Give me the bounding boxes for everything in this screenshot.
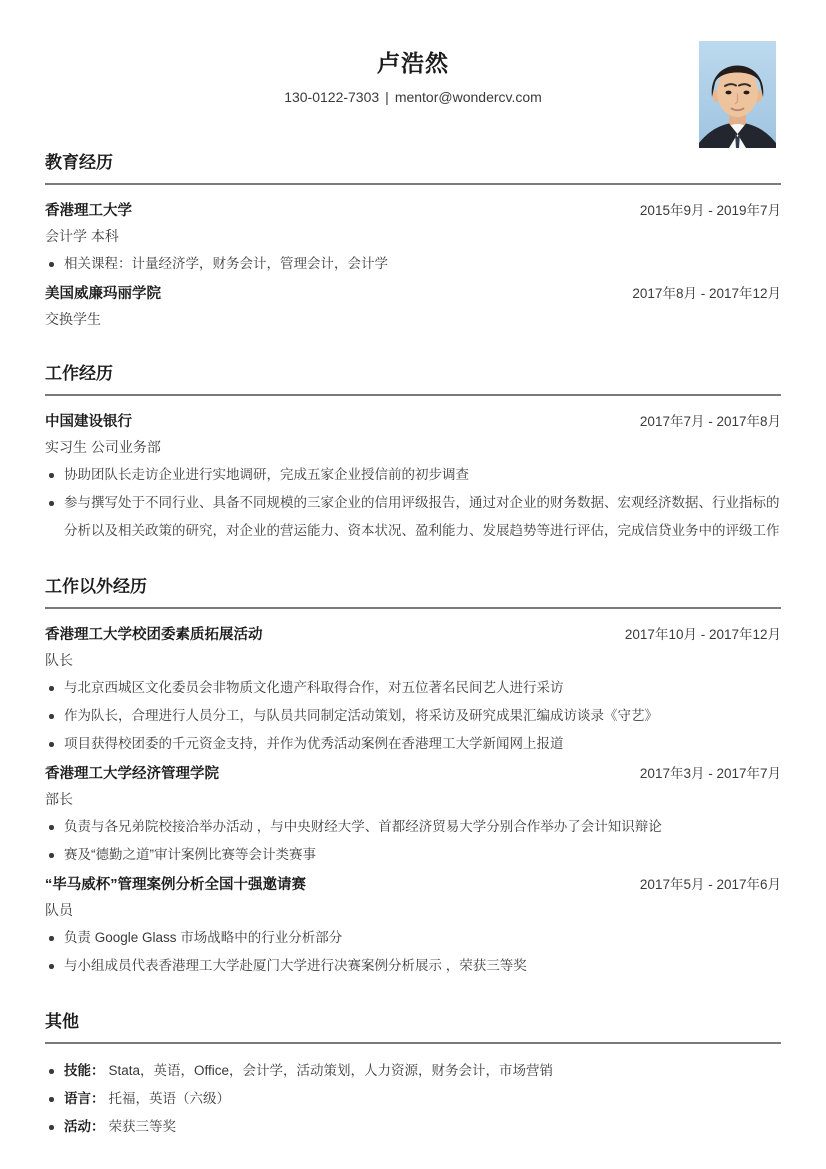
bullet-text: 负责 Google Glass 市场战略中的行业分析部分 <box>64 930 343 945</box>
entry <box>45 872 781 980</box>
bullet-text: 项目获得校团委的千元资金支持，并作为优秀活动案例在香港理工大学新闻网上报道 <box>64 736 564 751</box>
entry-title: 香港理工大学经济管理学院 <box>45 766 219 782</box>
contact-line <box>45 89 781 106</box>
entry-date: 2015年9月 - 2019年7月 <box>639 203 781 218</box>
entry-header <box>45 409 781 435</box>
bullet-item <box>45 813 781 841</box>
section <box>45 576 781 980</box>
entry <box>45 281 781 332</box>
section <box>45 1011 781 1141</box>
bullet-list <box>45 250 781 278</box>
entry-header <box>45 872 781 898</box>
bullet-text: 荣获三等奖 <box>108 1119 176 1134</box>
sections <box>45 152 781 1141</box>
bullet-text: 托福，英语（六级） <box>108 1091 230 1106</box>
section-title: 教育经历 <box>45 152 781 185</box>
entry-subtitle: 会计学 本科 <box>45 228 119 244</box>
bullet-item <box>45 841 781 869</box>
entry <box>45 409 781 545</box>
bullet-item <box>45 461 781 489</box>
bullet-list <box>45 674 781 758</box>
candidate-name: 卢浩然 <box>377 50 449 76</box>
bullet-list <box>45 813 781 869</box>
entry-title: 中国建设银行 <box>45 414 132 430</box>
bullet-label: 语言： <box>64 1091 105 1106</box>
bullet-text: 协助团队长走访企业进行实地调研，完成五家企业授信前的初步调查 <box>64 467 469 482</box>
entry-subtitle: 队员 <box>45 902 73 918</box>
entry-title: 香港理工大学 <box>45 203 132 219</box>
email-address: mentor@wondercv.com <box>394 89 542 105</box>
section-title: 其他 <box>45 1011 781 1044</box>
bullet-text: 负责与各兄弟院校接洽举办活动 ，与中央财经大学、首都经济贸易大学分别合作举办了会计知识辩论 <box>64 819 662 834</box>
entry-subtitle: 部长 <box>45 791 73 807</box>
bullet-text: 与北京西城区文化委员会非物质文化遗产科取得合作，对五位著名民间艺人进行采访 <box>64 680 564 695</box>
entry <box>45 198 781 278</box>
bullet-item <box>45 1113 781 1141</box>
bullet-item <box>45 1085 781 1113</box>
entry-date: 2017年8月 - 2017年12月 <box>632 286 781 301</box>
entry-subtitle: 实习生 公司业务部 <box>45 439 161 455</box>
section <box>45 363 781 545</box>
profile-photo <box>699 41 776 148</box>
entry-subtitle: 队长 <box>45 652 73 668</box>
bullet-item <box>45 489 781 545</box>
bullet-item <box>45 924 781 952</box>
bullet-item <box>45 952 781 980</box>
entry-header <box>45 198 781 224</box>
entry-date: 2017年10月 - 2017年12月 <box>624 627 781 642</box>
phone-number: 130-0122-7303 <box>284 89 380 105</box>
bullet-text: 参与撰写处于不同行业、具备不同规模的三家企业的信用评级报告，通过对企业的财务数据、宏观经济数据、行业指标的分析以及相关政策的研究，对企业的营运能力、资本状况、盈利能力、发展趋势等进行评估，完成信贷业务中的评级工作 <box>64 495 780 538</box>
section-title: 工作以外经历 <box>45 576 781 609</box>
resume-header <box>45 48 781 106</box>
entry-header <box>45 622 781 648</box>
bullet-text: 相关课程：计量经济学，财务会计，管理会计，会计学 <box>64 256 388 271</box>
bullet-list <box>45 461 781 545</box>
entry-header <box>45 761 781 787</box>
bullet-text: Stata，英语，Office，会计学，活动策划，人力资源，财务会计，市场营销 <box>108 1063 554 1078</box>
bullet-item <box>45 730 781 758</box>
section <box>45 152 781 332</box>
entry-date: 2017年5月 - 2017年6月 <box>639 877 781 892</box>
bullet-item <box>45 674 781 702</box>
bullet-text: 作为队长，合理进行人员分工，与队员共同制定活动策划，将采访及研究成果汇编成访谈录《守艺》 <box>64 708 658 723</box>
bullet-text: 赛及“德勤之道”审计案例比赛等会计类赛事 <box>64 847 316 862</box>
entry-header <box>45 281 781 307</box>
bullet-label: 技能： <box>64 1063 105 1078</box>
entry-subtitle: 交换学生 <box>45 311 101 327</box>
bullet-list <box>45 1057 781 1141</box>
entry-title: “毕马威杯”管理案例分析全国十强邀请赛 <box>45 877 306 893</box>
entry-date: 2017年7月 - 2017年8月 <box>639 414 781 429</box>
bullet-item <box>45 702 781 730</box>
entry <box>45 761 781 869</box>
entry-title: 香港理工大学校团委素质拓展活动 <box>45 627 263 643</box>
bullet-item <box>45 250 781 278</box>
bullet-item <box>45 1057 781 1085</box>
entry <box>45 622 781 758</box>
bullet-list <box>45 924 781 980</box>
entry-date: 2017年3月 - 2017年7月 <box>639 766 781 781</box>
contact-separator: | <box>385 89 389 105</box>
entry-title: 美国威廉玛丽学院 <box>45 286 161 302</box>
bullet-text: 与小组成员代表香港理工大学赴厦门大学进行决赛案例分析展示 ，荣获三等奖 <box>64 958 527 973</box>
bullet-label: 活动： <box>64 1119 105 1134</box>
section-title: 工作经历 <box>45 363 781 396</box>
